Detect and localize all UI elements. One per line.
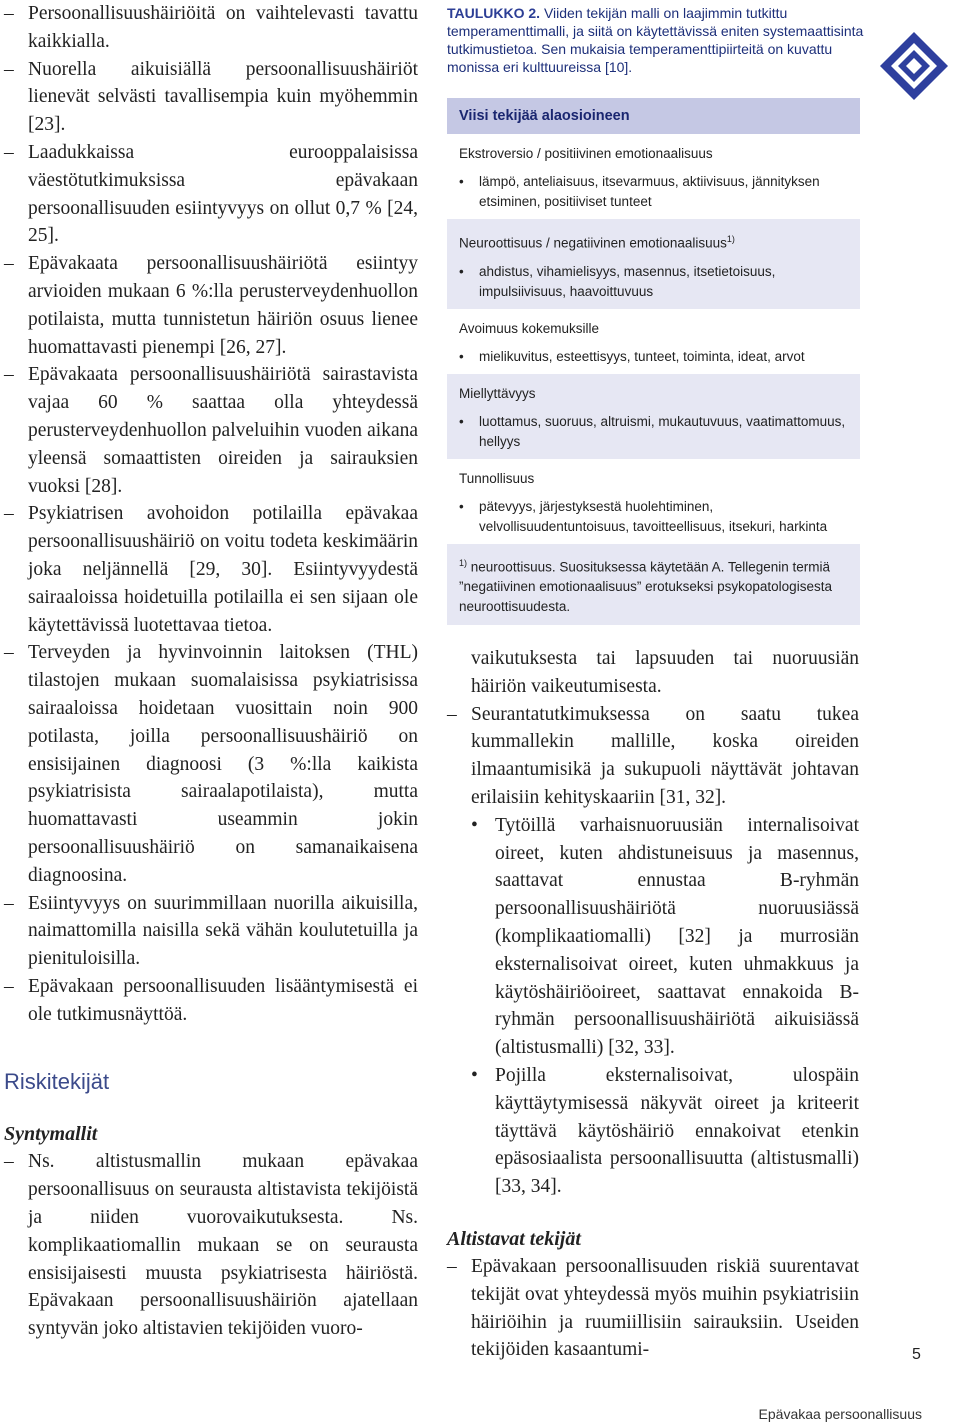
row-title: Avoimuus kokemuksille bbox=[459, 320, 600, 336]
row-title: Neuroottisuus / negatiivinen emotionaalisuus$^{1)}$ bbox=[459, 234, 735, 251]
table-2 bbox=[447, 0, 864, 625]
page-number: 5 bbox=[912, 1346, 921, 1363]
list-item: – Epävakaata persoonallisuushäiriötä esiintyy arvioiden mukaan 6 %:lla perusterveydenhuollon potilaista, mutta tunnistetun häiriön osuus lienee huomattavasti pienempi [26, 27]. bbox=[4, 253, 418, 358]
list-item: – Seurantatutkimuksessa on saatu tukea kummallekin mallille, koska oireiden ilmaantumisikä ja sukupuoli näyttävät johtavan erilaisiin kehityskaariin [31, 32]. bbox=[447, 703, 859, 808]
list-item: – Esiintyvyys on suurimmillaan nuorilla aikuisilla, naimattomilla naisilla sekä vähän koulutetuilla ja pienituloisilla. bbox=[4, 892, 418, 970]
syntymallit-list bbox=[4, 1148, 418, 1343]
list-item: • Pojilla eksternalisoivat, ulospäin käyttäytymisessä näkyvät oireet ja kriteerit täyttävä käytöshäiriö ennakoivat etenkin epäsosiaalista persoonallisuutta (altistusmalli) [33, 34]. bbox=[471, 1064, 859, 1198]
table-row bbox=[447, 219, 860, 309]
section-heading-riskitekijat: Riskitekijät bbox=[4, 1069, 110, 1095]
list-item: – Epävakaan persoonallisuuden riskiä suurentavat tekijät ovat yhteydessä myös muihin psykiatrisiin häiriöihin ja ruumiillisiin sairauksiin. Useiden tekijöiden kasaantumi- bbox=[447, 1255, 859, 1361]
list-item: – Laadukkaissa eurooppalaisissa väestötutkimuksissa epävakaan persoonallisuuden esiintyvyys on ollut 0,7 % [24, 25]. bbox=[4, 141, 418, 247]
list-item: – Terveyden ja hyvinvoinnin laitoksen (THL) tilastojen mukaan suomalaisissa psykiatrisissa sairaaloissa hoidetaan vuosittain noin 900 potilasta, joilla persoonallisuushäiriö on ensisijainen diagnoosi (3 %:lla kaikista psykiatrisista sairaalapotilaista), mutta huomattavasti useammin jokin persoonallisuushäiriö on samanaikaisena diagnoosina. bbox=[4, 642, 418, 886]
left-column bbox=[4, 0, 418, 1343]
row-bullet: • mielikuvitus, esteettisyys, tunteet, toiminta, ideat, arvot bbox=[459, 348, 805, 364]
seuranta-list bbox=[447, 701, 859, 812]
row-bullet: • ahdistus, vihamielisyys, masennus, itsetietoisuus, impulsiivisuus, haavoittuvuus bbox=[459, 263, 776, 299]
list-item: – Ns. altistusmallin mukaan epävakaa persoonallisuus on seurausta altistavista tekijöistä ja niiden vuorovaikutuksesta. Ns. komplikaatiomallin mukaan se on seurausta ensisijaisesti muusta psykiatrisesta häiriöstä. Epävakaan persoonallisuushäiriön ajatellaan syntyvän joko altistavien tekijöiden vuoro- bbox=[4, 1151, 418, 1340]
table-caption-text: Viiden tekijän malli on laajimmin tutkittu temperamenttimalli, ja siitä on käytettävissä eniten systemaattisinta tutkimustietoa. Sen mukaisia temperamenttipiirteitä on kuvattu monissa eri kulttuureissa [10]. bbox=[447, 5, 864, 75]
table-header: Viisi tekijää alaosioineen bbox=[447, 98, 860, 134]
row-bullet: • lämpö, anteliaisuus, itsevarmuus, aktiivisuus, jännityksen etsiminen, positiiviset tunteet bbox=[459, 174, 820, 209]
list-item: – Persoonallisuushäiriöitä on vaihtelevasti tavattu kaikkialla. bbox=[4, 3, 418, 52]
diamond-logo-icon bbox=[878, 30, 950, 102]
footnote-ref: 1) bbox=[726, 234, 735, 244]
table-row bbox=[447, 134, 860, 219]
continuation-text: vaikutuksesta tai lapsuuden tai nuoruusiän häiriön vaikeutumisesta. bbox=[471, 648, 859, 697]
list-item: – Epävakaata persoonallisuushäiriötä sairastavista vajaa 60 % saattaa olla yhteydessä perusterveydenhuollon palveluihin vuoden aikana yleensä somaattisten oireiden ja sairauksien vuoksi [28]. bbox=[4, 364, 418, 497]
table-caption-label: TAULUKKO 2. bbox=[447, 5, 541, 21]
table-row bbox=[447, 374, 860, 459]
list-item: – Epävakaan persoonallisuuden lisääntymisestä ei ole tutkimusnäyttöä. bbox=[4, 975, 418, 1025]
prevalence-list bbox=[4, 0, 418, 1028]
table-row bbox=[447, 309, 860, 374]
row-title: Miellyttävyys bbox=[459, 385, 536, 401]
table-footnote: $^{1)}$ neuroottisuus. Suosituksessa käytetään A. Tellegenin termiä ”negatiivinen emotionaalisuus” erotukseksi psykopatologisesta neuroottisuudesta. bbox=[447, 544, 860, 626]
list-item: – Psykiatrisen avohoidon potilailla epävakaa persoonallisuushäiriö on voitu todeta keskimäärin joka neljännellä [29, 30]. Esiintyvyydestä sairaaloissa hoidetuilla potilailla ei sen sijaan ole käytettävissä luotettavaa tietoa. bbox=[4, 503, 418, 636]
sub-heading-altistavat-tekijat: Altistavat tekijät bbox=[447, 1227, 581, 1250]
sub-heading-syntymallit: Syntymallit bbox=[4, 1123, 98, 1146]
list-item: – Nuorella aikuisiällä persoonallisuushäiriöt lienevät selvästi tavallisempia kuin myöhemmin [23]. bbox=[4, 58, 418, 136]
running-footer: Epävakaa persoonallisuus bbox=[758, 1406, 922, 1422]
altistavat-list bbox=[447, 1253, 859, 1364]
table-row bbox=[447, 459, 860, 544]
row-bullet: • luottamus, suoruus, altruismi, mukautuvuus, vaatimattomuus, hellyys bbox=[459, 413, 846, 449]
right-column bbox=[447, 645, 859, 1364]
bullet-list bbox=[447, 812, 859, 1201]
row-title: Ekstroversio / positiivinen emotionaalisuus bbox=[459, 146, 713, 161]
row-title: Tunnollisuus bbox=[459, 470, 535, 486]
table-caption bbox=[447, 4, 867, 76]
row-bullet: • pätevyys, järjestyksestä huolehtiminen, velvollisuudentuntoisuus, tavoitteellisuus, itsekuri, harkinta bbox=[459, 498, 828, 534]
list-item: • Tytöillä varhaisnuoruusiän internalisoivat oireet, kuten ahdistuneisuus ja masennus, saattavat ennustaa B-ryhmän persoonallisuushäiriötä nuoruusiässä (komplikaatiomalli) [32] ja murrosiän eksternalisoivat oireet, kuten uhmakkuus ja käytöshäiriöoireet, saattavat ennakoida B-ryhmän persoonallisuushäiriötä aikuisiässä (altistusmalli) [32, 33]. bbox=[471, 814, 859, 1059]
footnote-mark: 1) bbox=[459, 557, 468, 568]
